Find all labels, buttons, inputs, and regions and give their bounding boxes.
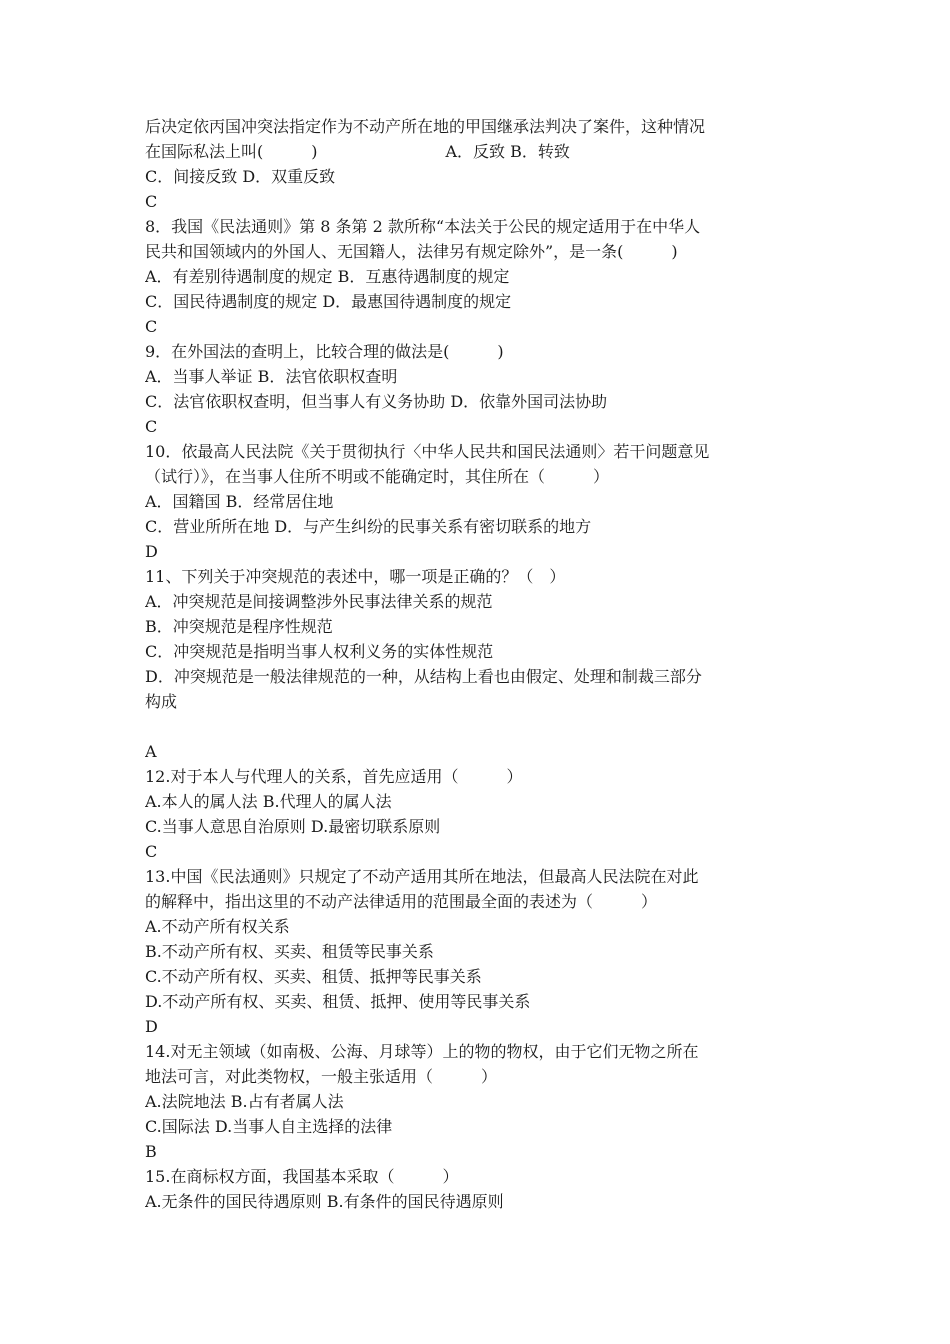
question-line: 10．依最高人民法院《关于贯彻执行〈中华人民共和国民法通则〉若干问题意见 [145, 442, 710, 461]
text-line: 构成 [145, 692, 178, 711]
option-line: C.不动产所有权、买卖、租赁、抵押等民事关系 [145, 967, 482, 986]
option-line: D．冲突规范是一般法律规范的一种，从结构上看也由假定、处理和制裁三部分 [145, 667, 702, 686]
question-line: 11、下列关于冲突规范的表述中，哪一项是正确的？（ ） [145, 567, 566, 586]
option-line: C．营业所所在地 D．与产生纠纷的民事关系有密切联系的地方 [145, 517, 592, 536]
option-line: A．国籍国 B．经常居住地 [145, 492, 334, 511]
question-line: 15.在商标权方面，我国基本采取（ ） [145, 1167, 459, 1186]
option-line: C．法官依职权查明，但当事人有义务协助 D．依靠外国司法协助 [145, 392, 608, 411]
option-line: C.当事人意思自治原则 D.最密切联系原则 [145, 817, 441, 836]
question-line: 14.对无主领域（如南极、公海、月球等）上的物的物权，由于它们无物之所在 [145, 1042, 699, 1061]
text-line: 的解释中，指出这里的不动产法律适用的范围最全面的表述为（ ） [145, 892, 658, 911]
document-body [145, 114, 815, 1214]
answer-line: C [145, 317, 158, 336]
option-line: C.国际法 D.当事人自主选择的法律 [145, 1117, 393, 1136]
text-line: （试行）》，在当事人住所不明或不能确定时，其住所在（ ） [145, 467, 610, 486]
question-line: 8．我国《民法通则》第 8 条第 2 款所称“本法关于公民的规定适用于在中华人 [145, 217, 701, 236]
option-line: D.不动产所有权、买卖、租赁、抵押、使用等民事关系 [145, 992, 531, 1011]
option-line: A.无条件的国民待遇原则 B.有条件的国民待遇原则 [145, 1192, 504, 1211]
option-line: B．冲突规范是程序性规范 [145, 617, 333, 636]
question-line: 12.对于本人与代理人的关系，首先应适用（ ） [145, 767, 523, 786]
text-line: C．间接反致 D．双重反致 [145, 167, 336, 186]
answer-line: C [145, 192, 158, 211]
option-line: A.本人的属人法 B.代理人的属人法 [145, 792, 392, 811]
text-line: 民共和国领域内的外国人、无国籍人，法律另有规定除外”，是一条( ) [145, 242, 678, 261]
answer-line: C [145, 417, 158, 436]
answer-line: D [145, 1017, 158, 1036]
answer-line: B [145, 1142, 157, 1161]
option-line: A．有差别待遇制度的规定 B．互惠待遇制度的规定 [145, 267, 510, 286]
option-line: A．冲突规范是间接调整涉外民事法律关系的规范 [145, 592, 493, 611]
blank-line [145, 714, 815, 739]
answer-line: A [145, 742, 157, 761]
option-line: A.不动产所有权关系 [145, 917, 290, 936]
answer-line: D [145, 542, 158, 561]
text-line: 地法可言，对此类物权，一般主张适用（ ） [145, 1067, 498, 1086]
option-line: A.法院地法 B.占有者属人法 [145, 1092, 344, 1111]
question-line: 13.中国《民法通则》只规定了不动产适用其所在地法，但最高人民法院在对此 [145, 867, 699, 886]
option-line: B.不动产所有权、买卖、租赁等民事关系 [145, 942, 434, 961]
option-line: C．冲突规范是指明当事人权利义务的实体性规范 [145, 642, 494, 661]
option-line: C．国民待遇制度的规定 D．最惠国待遇制度的规定 [145, 292, 512, 311]
question-line: 9．在外国法的查明上，比较合理的做法是( ) [145, 342, 504, 361]
text-line: 后决定依丙国冲突法指定作为不动产所在地的甲国继承法判决了案件，这种情况 [145, 117, 706, 136]
answer-line: C [145, 842, 158, 861]
text-line: 在国际私法上叫( ) A．反致 B．转致 [145, 142, 570, 161]
option-line: A．当事人举证 B．法官依职权查明 [145, 367, 398, 386]
